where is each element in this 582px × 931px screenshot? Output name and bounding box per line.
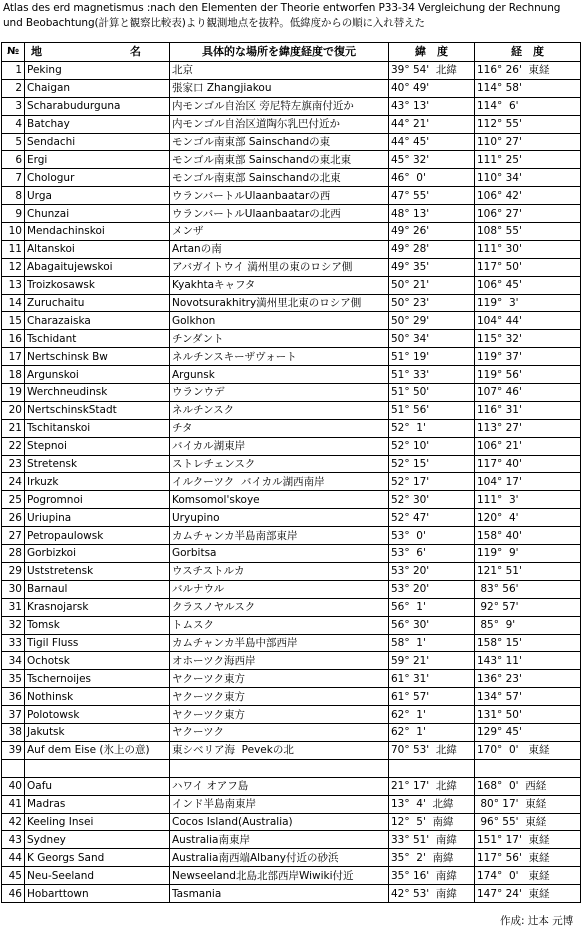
place-name: Zuruchaitu (25, 294, 170, 312)
table-gap (2, 759, 581, 777)
location-description: モンゴル南東部 Sainschandの東北東 (170, 151, 389, 169)
place-name: Uststretensk (25, 562, 170, 580)
place-name: Tomsk (25, 616, 170, 634)
row-number: 5 (2, 133, 25, 151)
location-description: ヤクーツク東方 (170, 670, 389, 688)
table-row (2, 723, 581, 741)
latitude: 61° 57' (389, 688, 475, 706)
longitude: 158° 40' (475, 527, 581, 545)
longitude: 129° 45' (475, 723, 581, 741)
latitude: 53° 20' (389, 580, 475, 598)
location-description: オホーツク海西岸 (170, 652, 389, 670)
row-number: 38 (2, 723, 25, 741)
location-description: Australia南西端Albany付近の砂浜 (170, 849, 389, 867)
place-name: Ergi (25, 151, 170, 169)
place-name: Argunskoi (25, 366, 170, 384)
table-row (2, 795, 581, 813)
location-description: ヤクーツク東方 (170, 706, 389, 724)
latitude: 52° 10' (389, 437, 475, 455)
latitude: 21° 17' 北緯 (389, 777, 475, 795)
column-header-latitude: 緯 度 (389, 43, 475, 62)
latitude: 53° 6' (389, 545, 475, 563)
table-row (2, 258, 581, 276)
location-description: バルナウル (170, 580, 389, 598)
place-name: Tschitanskoi (25, 419, 170, 437)
table-row (2, 312, 581, 330)
table-row (2, 491, 581, 509)
table-row (2, 545, 581, 563)
table-row (2, 670, 581, 688)
longitude: 110° 34' (475, 169, 581, 187)
latitude: 59° 21' (389, 652, 475, 670)
location-description: モンゴル南東部 Sainschandの北東 (170, 169, 389, 187)
row-number: 34 (2, 652, 25, 670)
place-name: K Georgs Sand (25, 849, 170, 867)
place-name: Polotowsk (25, 706, 170, 724)
latitude: 58° 1' (389, 634, 475, 652)
latitude: 44° 45' (389, 133, 475, 151)
place-name: Keeling Insei (25, 813, 170, 831)
place-name: Sydney (25, 831, 170, 849)
table-body-northern (2, 62, 581, 760)
gap-cell (25, 759, 170, 777)
table-row (2, 509, 581, 527)
place-name: Mendachinskoi (25, 223, 170, 241)
table-row (2, 187, 581, 205)
latitude: 51° 50' (389, 384, 475, 402)
latitude: 13° 4' 北緯 (389, 795, 475, 813)
latitude: 45° 32' (389, 151, 475, 169)
latitude: 49° 35' (389, 258, 475, 276)
row-number: 44 (2, 849, 25, 867)
row-number: 21 (2, 419, 25, 437)
table-row (2, 276, 581, 294)
gap-cell (170, 759, 389, 777)
location-description: ウスチストルカ (170, 562, 389, 580)
row-number: 11 (2, 240, 25, 258)
place-name: Abagaitujewskoi (25, 258, 170, 276)
row-number: 33 (2, 634, 25, 652)
longitude: 107° 46' (475, 384, 581, 402)
row-number: 10 (2, 223, 25, 241)
place-name: Chologur (25, 169, 170, 187)
column-header-location: 具体的な場所を緯度経度で復元 (170, 43, 389, 62)
table-row (2, 223, 581, 241)
row-number: 35 (2, 670, 25, 688)
location-description: Uryupino (170, 509, 389, 527)
place-name: Peking (25, 62, 170, 80)
table-row (2, 562, 581, 580)
longitude: 113° 27' (475, 419, 581, 437)
location-description: Artanの南 (170, 240, 389, 258)
table-row (2, 527, 581, 545)
row-number: 39 (2, 741, 25, 759)
place-name: Chunzai (25, 205, 170, 223)
latitude: 52° 47' (389, 509, 475, 527)
longitude: 115° 32' (475, 330, 581, 348)
place-name: Oafu (25, 777, 170, 795)
location-description: バイカル湖東岸 (170, 437, 389, 455)
latitude: 56° 1' (389, 598, 475, 616)
latitude: 50° 21' (389, 276, 475, 294)
longitude: 147° 24' 東経 (475, 885, 581, 903)
table-row (2, 169, 581, 187)
longitude: 117° 50' (475, 258, 581, 276)
location-description: トムスク (170, 616, 389, 634)
location-description: チタ (170, 419, 389, 437)
location-description: ヤクーツク (170, 723, 389, 741)
table-row (2, 330, 581, 348)
longitude: 106° 21' (475, 437, 581, 455)
row-number: 13 (2, 276, 25, 294)
row-number: 22 (2, 437, 25, 455)
longitude: 108° 55' (475, 223, 581, 241)
latitude: 44° 21' (389, 115, 475, 133)
row-number: 46 (2, 885, 25, 903)
longitude: 119° 37' (475, 348, 581, 366)
table-row (2, 133, 581, 151)
table-row (2, 706, 581, 724)
longitude: 110° 27' (475, 133, 581, 151)
place-name: Scharabudurguna (25, 97, 170, 115)
table-row (2, 813, 581, 831)
longitude: 119° 3' (475, 294, 581, 312)
row-number: 24 (2, 473, 25, 491)
place-name: Nothinsk (25, 688, 170, 706)
table-row (2, 634, 581, 652)
longitude: 106° 27' (475, 205, 581, 223)
row-number: 18 (2, 366, 25, 384)
longitude: 119° 56' (475, 366, 581, 384)
table-header-row (2, 43, 581, 62)
place-name: Ochotsk (25, 652, 170, 670)
column-header-no: № (2, 43, 25, 62)
longitude: 143° 11' (475, 652, 581, 670)
longitude: 114° 58' (475, 79, 581, 97)
row-number: 9 (2, 205, 25, 223)
longitude: 134° 57' (475, 688, 581, 706)
table-row (2, 616, 581, 634)
longitude: 158° 15' (475, 634, 581, 652)
place-name: Hobarttown (25, 885, 170, 903)
location-description: Argunsk (170, 366, 389, 384)
location-description: 内モンゴル自治区 旁尼特左旗南付近か (170, 97, 389, 115)
place-name: Tschidant (25, 330, 170, 348)
location-description: Tasmania (170, 885, 389, 903)
longitude: 119° 9' (475, 545, 581, 563)
table-row (2, 348, 581, 366)
location-description: 東シベリア海 Pevekの北 (170, 741, 389, 759)
location-description: クラスノヤルスク (170, 598, 389, 616)
longitude: 111° 30' (475, 240, 581, 258)
row-number: 37 (2, 706, 25, 724)
place-name: Altanskoi (25, 240, 170, 258)
gap-cell (389, 759, 475, 777)
row-number: 14 (2, 294, 25, 312)
place-name: Batchay (25, 115, 170, 133)
place-name: Jakutsk (25, 723, 170, 741)
place-name: Urga (25, 187, 170, 205)
latitude: 52° 30' (389, 491, 475, 509)
row-number: 41 (2, 795, 25, 813)
latitude: 35° 2' 南緯 (389, 849, 475, 867)
table-row (2, 580, 581, 598)
row-number: 42 (2, 813, 25, 831)
table-row (2, 831, 581, 849)
row-number: 30 (2, 580, 25, 598)
location-description: メンザ (170, 223, 389, 241)
row-number: 45 (2, 867, 25, 885)
location-description: アバガイトウイ 満州里の東のロシア側 (170, 258, 389, 276)
longitude: 168° 0' 西経 (475, 777, 581, 795)
row-number: 43 (2, 831, 25, 849)
table-row (2, 151, 581, 169)
row-number: 17 (2, 348, 25, 366)
table-row (2, 97, 581, 115)
location-description: Novotsurakhitry満州里北東のロシア側 (170, 294, 389, 312)
location-description: ストレチェンスク (170, 455, 389, 473)
location-description: Gorbitsa (170, 545, 389, 563)
table-row (2, 777, 581, 795)
table-row (2, 419, 581, 437)
row-number: 36 (2, 688, 25, 706)
longitude: 112° 55' (475, 115, 581, 133)
latitude: 62° 1' (389, 723, 475, 741)
latitude: 42° 53' 南緯 (389, 885, 475, 903)
latitude: 49° 26' (389, 223, 475, 241)
longitude: 121° 51' (475, 562, 581, 580)
location-description: Newseeland北島北部西岸Wiwiki付近 (170, 867, 389, 885)
table-row (2, 62, 581, 80)
location-description: 張家口 Zhangjiakou (170, 79, 389, 97)
location-description: イルクーツク バイカル湖西南岸 (170, 473, 389, 491)
place-name: Madras (25, 795, 170, 813)
row-number: 1 (2, 62, 25, 80)
longitude: 151° 17' 東経 (475, 831, 581, 849)
column-header-place: 地 名 (25, 43, 170, 62)
table-row (2, 867, 581, 885)
latitude: 47° 55' (389, 187, 475, 205)
place-name: Barnaul (25, 580, 170, 598)
table-row (2, 885, 581, 903)
place-name: Werchneudinsk (25, 384, 170, 402)
latitude: 61° 31' (389, 670, 475, 688)
latitude: 70° 53' 北緯 (389, 741, 475, 759)
place-name: Pogromnoi (25, 491, 170, 509)
table-row (2, 688, 581, 706)
location-description: Cocos Island(Australia) (170, 813, 389, 831)
row-number: 6 (2, 151, 25, 169)
latitude: 52° 15' (389, 455, 475, 473)
place-name: Stepnoi (25, 437, 170, 455)
latitude: 52° 17' (389, 473, 475, 491)
place-name: Tigil Fluss (25, 634, 170, 652)
place-name: Uriupina (25, 509, 170, 527)
location-description: モンゴル南東部 Sainschandの東 (170, 133, 389, 151)
latitude: 35° 16' 南緯 (389, 867, 475, 885)
location-description: ネルチンスキーザヴォート (170, 348, 389, 366)
row-number: 4 (2, 115, 25, 133)
latitude: 50° 34' (389, 330, 475, 348)
location-description: 内モンゴル自治区道陶尓乳巴付近か (170, 115, 389, 133)
row-number: 32 (2, 616, 25, 634)
location-description: Australia南東岸 (170, 831, 389, 849)
gap-row (2, 759, 581, 777)
table-row (2, 384, 581, 402)
row-number: 26 (2, 509, 25, 527)
row-number: 3 (2, 97, 25, 115)
longitude: 170° 0' 東経 (475, 741, 581, 759)
location-description: カムチャンカ半島南部東岸 (170, 527, 389, 545)
latitude: 40° 49' (389, 79, 475, 97)
longitude: 111° 3' (475, 491, 581, 509)
place-name: Petropaulowsk (25, 527, 170, 545)
longitude: 85° 9' (475, 616, 581, 634)
row-number: 8 (2, 187, 25, 205)
row-number: 15 (2, 312, 25, 330)
place-name: Nertschinsk Bw (25, 348, 170, 366)
longitude: 136° 23' (475, 670, 581, 688)
location-description: ウランバートルUlaanbaatarの西 (170, 187, 389, 205)
latitude: 33° 51' 南緯 (389, 831, 475, 849)
location-description: 北京 (170, 62, 389, 80)
table-row (2, 598, 581, 616)
longitude: 96° 55' 東経 (475, 813, 581, 831)
longitude: 117° 56' 東経 (475, 849, 581, 867)
location-description: Golkhon (170, 312, 389, 330)
longitude: 80° 17' 東経 (475, 795, 581, 813)
table-row (2, 437, 581, 455)
place-name: Sendachi (25, 133, 170, 151)
row-number: 2 (2, 79, 25, 97)
longitude: 111° 25' (475, 151, 581, 169)
location-description: ネルチンスク (170, 401, 389, 419)
latitude: 50° 29' (389, 312, 475, 330)
latitude: 12° 5' 南緯 (389, 813, 475, 831)
place-name: Krasnojarsk (25, 598, 170, 616)
location-description: ハワイ オアフ島 (170, 777, 389, 795)
table-row (2, 79, 581, 97)
longitude: 83° 56' (475, 580, 581, 598)
location-description: Komsomol'skoye (170, 491, 389, 509)
place-name: Irkuzk (25, 473, 170, 491)
latitude: 51° 33' (389, 366, 475, 384)
table-row (2, 366, 581, 384)
table-row (2, 741, 581, 759)
table-row (2, 115, 581, 133)
latitude: 53° 20' (389, 562, 475, 580)
header-line-1: Atlas des erd magnetismus :nach den Elementen der Theorie entworfen P33-34 Vergleichung der Rechnung (3, 2, 561, 14)
latitude: 51° 56' (389, 401, 475, 419)
place-name: Chaigan (25, 79, 170, 97)
longitude: 114° 6' (475, 97, 581, 115)
location-description: Kyakhtaキャフタ (170, 276, 389, 294)
row-number: 23 (2, 455, 25, 473)
longitude: 131° 50' (475, 706, 581, 724)
longitude: 117° 40' (475, 455, 581, 473)
row-number: 27 (2, 527, 25, 545)
latitude: 62° 1' (389, 706, 475, 724)
column-header-longitude: 経 度 (475, 43, 581, 62)
author-credit: 作成: 辻本 元博 (500, 915, 574, 927)
longitude: 174° 0' 東経 (475, 867, 581, 885)
longitude: 92° 57' (475, 598, 581, 616)
latitude: 56° 30' (389, 616, 475, 634)
latitude: 49° 28' (389, 240, 475, 258)
latitude: 48° 13' (389, 205, 475, 223)
table-row (2, 294, 581, 312)
table-row (2, 240, 581, 258)
row-number: 16 (2, 330, 25, 348)
latitude: 53° 0' (389, 527, 475, 545)
latitude: 51° 19' (389, 348, 475, 366)
row-number: 20 (2, 401, 25, 419)
location-description: カムチャンカ半島中部西岸 (170, 634, 389, 652)
table-row (2, 473, 581, 491)
row-number: 12 (2, 258, 25, 276)
place-name: Neu-Seeland (25, 867, 170, 885)
table-row (2, 205, 581, 223)
table-row (2, 652, 581, 670)
place-name: Tschernoijes (25, 670, 170, 688)
place-name: Troizkosawsk (25, 276, 170, 294)
row-number: 29 (2, 562, 25, 580)
latitude: 50° 23' (389, 294, 475, 312)
location-description: ヤクーツク東方 (170, 688, 389, 706)
longitude: 116° 26' 東経 (475, 62, 581, 80)
location-description: ウランウデ (170, 384, 389, 402)
latitude: 39° 54' 北緯 (389, 62, 475, 80)
longitude: 116° 31' (475, 401, 581, 419)
row-number: 31 (2, 598, 25, 616)
row-number: 19 (2, 384, 25, 402)
latitude: 52° 1' (389, 419, 475, 437)
latitude: 43° 13' (389, 97, 475, 115)
row-number: 7 (2, 169, 25, 187)
table-row (2, 455, 581, 473)
latitude: 46° 0' (389, 169, 475, 187)
place-name: Charazaiska (25, 312, 170, 330)
row-number: 40 (2, 777, 25, 795)
header-line-2: und Beobachtung(計算と観察比較表)より観測地点を抜粋。低緯度からの順に入れ替えた (3, 17, 425, 29)
table-row (2, 849, 581, 867)
longitude: 106° 45' (475, 276, 581, 294)
row-number: 28 (2, 545, 25, 563)
location-description: ウランバートルUlaanbaatarの北西 (170, 205, 389, 223)
longitude: 104° 44' (475, 312, 581, 330)
page-header (3, 1, 579, 31)
row-number: 25 (2, 491, 25, 509)
table-body-other (2, 777, 581, 902)
place-name: Auf dem Eise (氷上の意) (25, 741, 170, 759)
longitude: 106° 42' (475, 187, 581, 205)
gap-cell (475, 759, 581, 777)
gap-cell (2, 759, 25, 777)
place-name: Gorbizkoi (25, 545, 170, 563)
place-name: NertschinskStadt (25, 401, 170, 419)
location-description: インド半島南東岸 (170, 795, 389, 813)
longitude: 104° 17' (475, 473, 581, 491)
observation-points-table (1, 42, 581, 903)
location-description: チンダント (170, 330, 389, 348)
longitude: 120° 4' (475, 509, 581, 527)
place-name: Stretensk (25, 455, 170, 473)
table-row (2, 401, 581, 419)
